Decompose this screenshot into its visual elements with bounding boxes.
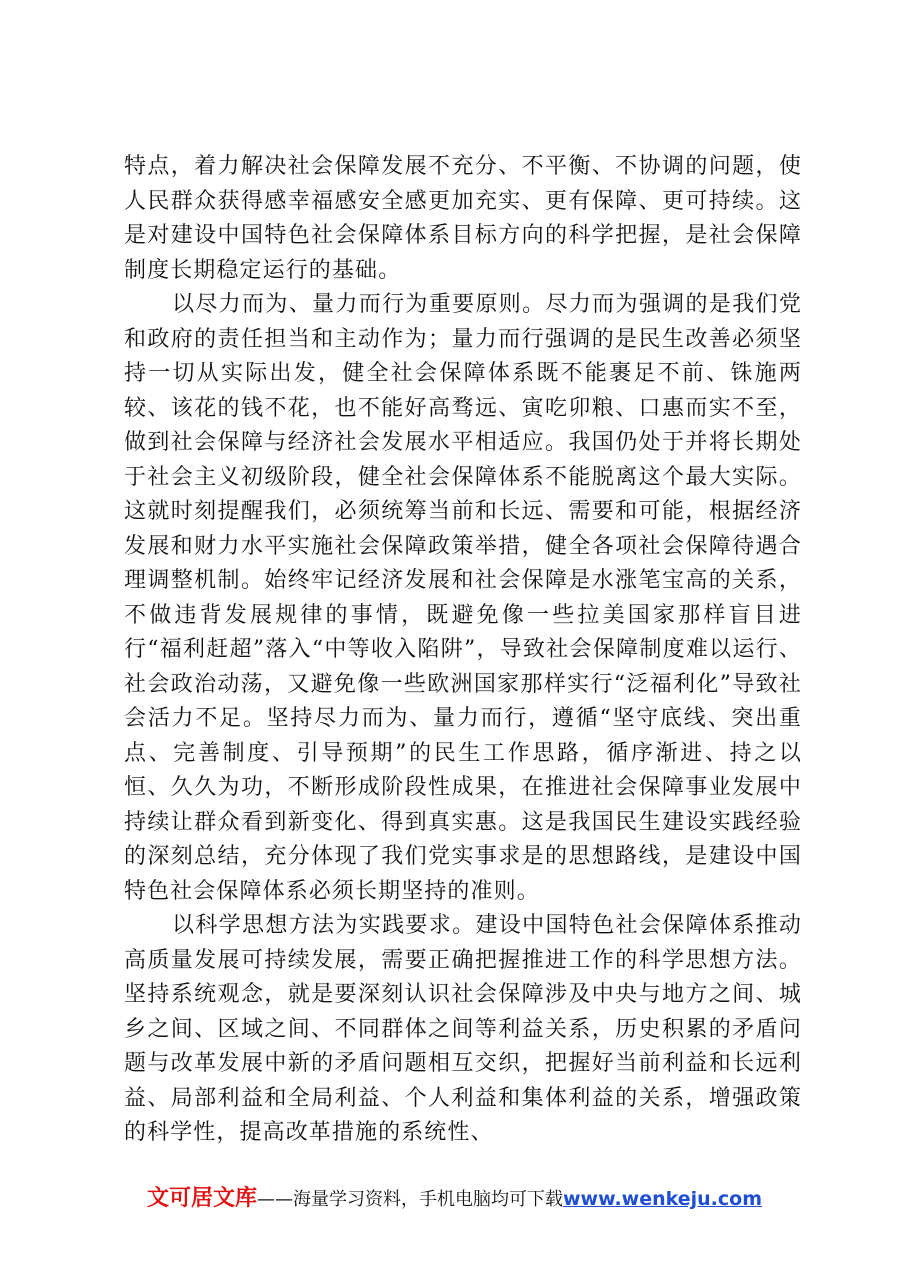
- paragraph-principle: 以尽力而为、量力而行为重要原则。尽力而为强调的是我们党和政府的责任担当和主动作为；量力而行强调的是民生改善必须坚持一切从实际出发，健全社会保障体系既不能裹足不前、铢施两较、该花的钱不花，也不能好高骛远、寅吃卯粮、口惠而实不至，做到社会保障与经济社会发展水平相适应。我国仍处于并将长期处于社会主义初级阶段，健全社会保障体系不能脱离这个最大实际。这就时刻提醒我们，必须统筹当前和长远、需要和可能，根据经济发展和财力水平实施社会保障政策举措，健全各项社会保障待遇合理调整机制。始终牢记经济发展和社会保障是水涨笔宝高的关系，不做违背发展规律的事情，既避免像一些拉美国家那样盲目进行“福利赶超”落入“中等收入陷阱”，导致社会保障制度难以运行、社会政治动荡，又避免像一些欧洲国家那样实行“泛福利化”导致社会活力不足。坚持尽力而为、量力而行，遵循“坚守底线、突出重点、完善制度、引导预期”的民生工作思路，循序渐进、持之以恒、久久为功，不断形成阶段性成果，在推进社会保障事业发展中持续让群众看到新变化、得到真实惠。这是我国民生建设实践经验的深刻总结，充分体现了我们党实事求是的思想路线，是建设中国特色社会保障体系必须长期坚持的准则。: [124, 292, 802, 904]
- document-body: [124, 150, 802, 1151]
- paragraph-continuation: 特点，着力解决社会保障发展不充分、不平衡、不协调的问题，使人民群众获得感幸福感安全感更加充实、更有保障、更可持续。这是对建设中国特色社会保障体系目标方向的科学把握，是社会保障制度长期稳定运行的基础。: [124, 154, 802, 283]
- footer-tagline: ——海量学习资料，手机电脑均可下载: [257, 1189, 563, 1210]
- footer-link[interactable]: www.wenkeju.com: [563, 1188, 763, 1210]
- footer-brand: 文可居文库: [146, 1186, 257, 1211]
- footer-banner: [0, 1181, 909, 1212]
- paragraph-method: 以科学思想方法为实践要求。建设中国特色社会保障体系推动高质量发展可持续发展，需要正确把握推进工作的科学思想方法。坚持系统观念，就是要深刻认识社会保障涉及中央与地方之间、城乡之间、区域之间、不同群体之间等利益关系，历史积累的矛盾问题与改革发展中新的矛盾问题相互交织，把握好当前利益和长远利益、局部利益和全局利益、个人利益和集体利益的关系，增强政策的科学性，提高改革措施的系统性、: [124, 913, 802, 1145]
